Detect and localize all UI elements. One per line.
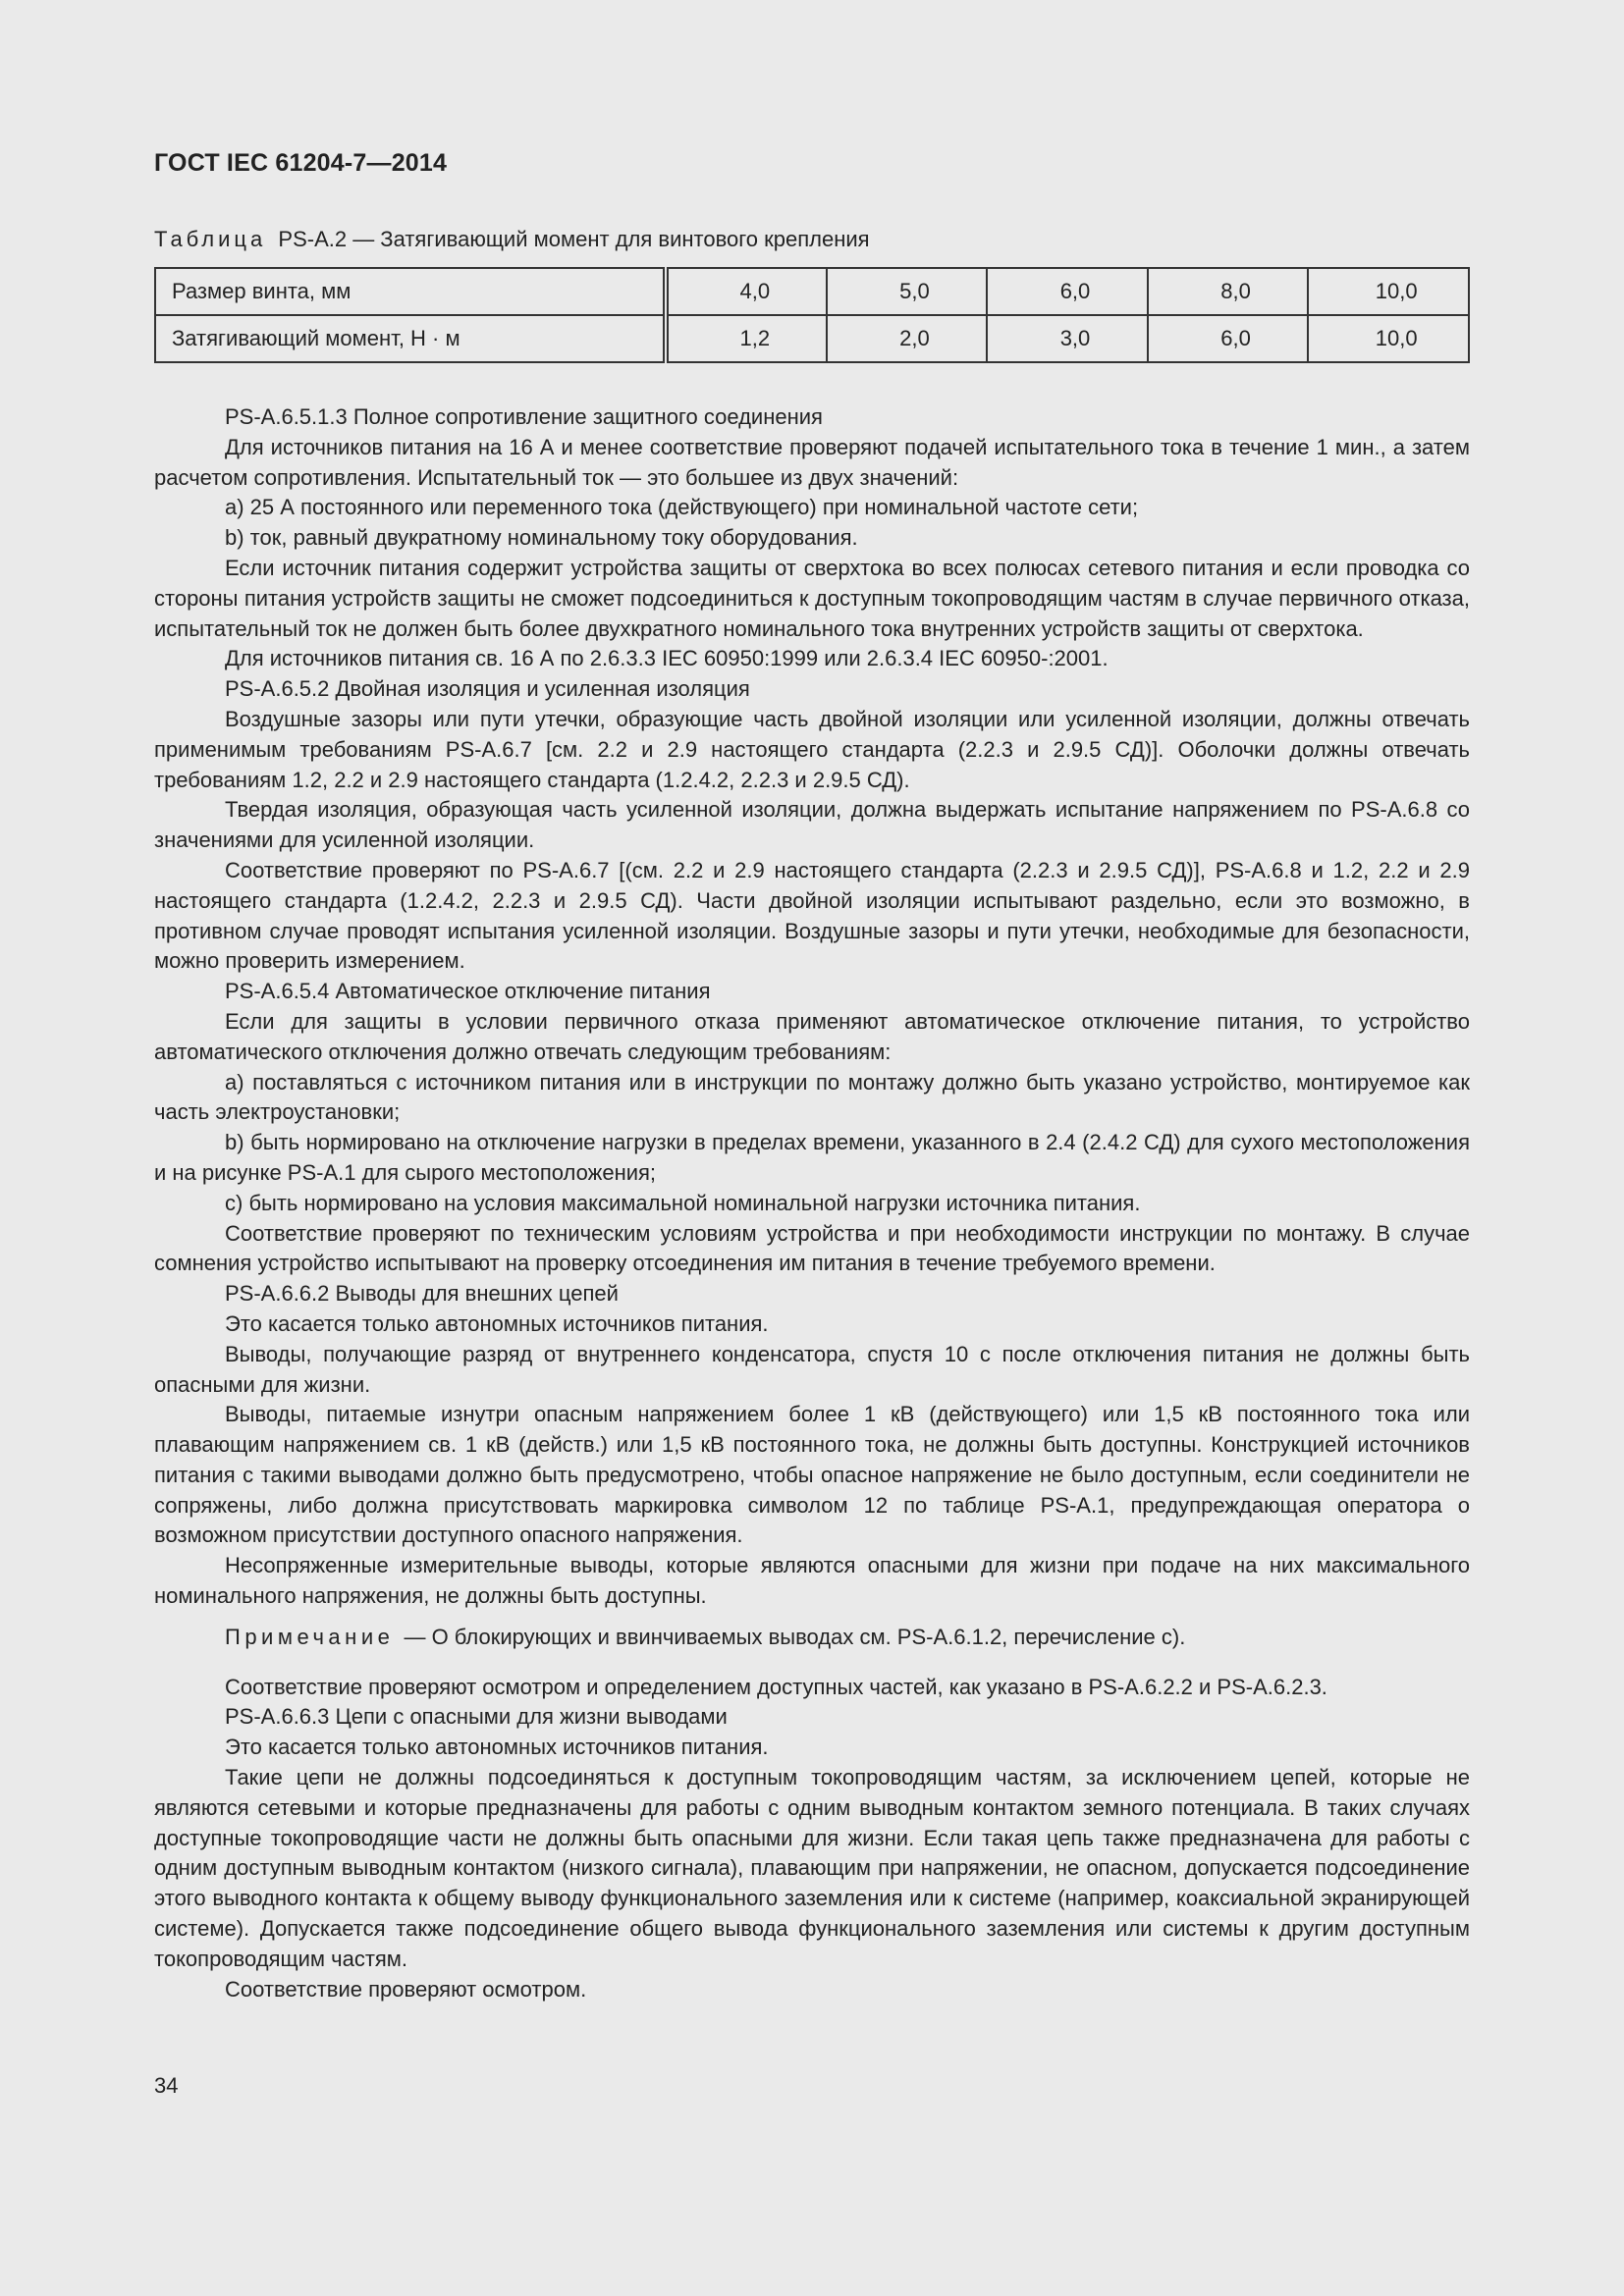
table-cell: 8,0: [1148, 268, 1309, 315]
paragraph: Выводы, получающие разряд от внутреннего конденсатора, спустя 10 с после отключения питания не должны быть опасными для жизни.: [154, 1341, 1470, 1397]
paragraph: b) быть нормировано на отключение нагрузки в пределах времени, указанного в 2.4 (2.4.2 СД) для сухого местоположения и на рисунке PS-A.1 для сырого местоположения;: [154, 1130, 1470, 1185]
paragraph: b) ток, равный двукратному номинальному току оборудования.: [225, 525, 858, 551]
table-caption: [154, 227, 870, 252]
paragraph: Соответствие проверяют по техническим условиям устройства и при необходимости инструкции по монтажу. В случае сомнения устройство испытывают на проверку отсоединения им питания в течение требуемого времени.: [154, 1220, 1470, 1276]
paragraph: Соответствие проверяют по PS-A.6.7 [(см. 2.2 и 2.9 настоящего стандарта (2.2.3 и 2.9.5 СД)], PS-A.6.8 и 1.2, 2.2 и 2.9 настоящего стандарта (1.2.4.2, 2.2.3 и 2.9.5 СД). Части двойной изоляции испытывают раздельно, если это возможно, в противном случае проводят испытания усиленной изоляции. Воздушные зазоры и пути утечки, необходимые для безопасности, можно проверить измерением.: [154, 857, 1470, 974]
paragraph: Такие цепи не должны подсоединяться к доступным токопроводящим частям, за исключением цепей, которые не являются сетевыми и которые предназначены для работы с одним выводным контактом земного потенциала. В таких случаях доступные токопроводящие части не должны быть опасными для жизни. Если такая цепь также предназначена для работы с одним доступным выводным контактом (низкого сигнала), плавающим при напряжении, не опасном, допускается подсоединение этого выводного контакта к общему выводу функционального заземления или к системе (например, коаксиальной экранирующей системе). Допускается также подсоединение общего вывода функционального заземления или системы к другим доступным токопроводящим частям.: [154, 1765, 1470, 1971]
paragraph: PS-A.6.5.4 Автоматическое отключение питания: [225, 979, 711, 1004]
paragraph: Твердая изоляция, образующая часть усиленной изоляции, должна выдержать испытание напряжением по PS-A.6.8 со значениями для усиленной изоляции.: [154, 797, 1470, 853]
paragraph: Если источник питания содержит устройства защиты от сверхтока во всех полюсах сетевого питания и если проводка со стороны питания устройств защиты не сможет подсоединиться к доступным токопроводящим частям в случае первичного отказа, испытательный ток не должен быть более двухкратного номинального тока внутренних устройств защиты от сверхтока.: [154, 555, 1470, 641]
paragraph: а) поставляться с источником питания или в инструкции по монтажу должно быть указано устройство, монтируемое как часть электроустановки;: [154, 1069, 1470, 1125]
table-row: [155, 268, 1469, 315]
table-cell: 6,0: [987, 268, 1148, 315]
paragraph: с) быть нормировано на условия максимальной номинальной нагрузки источника питания.: [225, 1190, 1141, 1215]
paragraph: PS-A.6.5.2 Двойная изоляция и усиленная изоляция: [225, 676, 750, 702]
torque-table: [154, 267, 1470, 363]
paragraph: Воздушные зазоры или пути утечки, образующие часть двойной изоляции или усиленной изоляции, должны отвечать применимым требованиям PS-A.6.7 [см. 2.2 и 2.9 настоящего стандарта (2.2.3 и 2.9.5 СД)]. Оболочки должны отвечать требованиям 1.2, 2.2 и 2.9 настоящего стандарта (1.2.4.2, 2.2.3 и 2.9.5 СД).: [154, 706, 1470, 792]
table-cell: 1,2: [666, 315, 827, 362]
table-caption-prefix: Таблица: [154, 227, 267, 251]
note: [154, 1623, 1470, 1653]
paragraph: Это касается только автономных источников питания.: [225, 1310, 769, 1336]
paragraph: Соответствие проверяют осмотром и определением доступных частей, как указано в PS-A.6.2.2 и PS-A.6.2.3.: [225, 1674, 1327, 1699]
paragraph: Соответствие проверяют осмотром.: [225, 1976, 587, 2002]
paragraph: Для источников питания на 16 А и менее соответствие проверяют подачей испытательного тока в течение 1 мин., а затем расчетом сопротивления. Испытательный ток — это большее из двух значений:: [154, 434, 1470, 490]
paragraph: Несопряженные измерительные выводы, которые являются опасными для жизни при подаче на них максимального номинального напряжения, не должны быть доступны.: [154, 1553, 1470, 1609]
paragraph: а) 25 А постоянного или переменного тока (действующего) при номинальной частоте сети;: [225, 495, 1139, 520]
table-row-label: Затягивающий момент, Н · м: [155, 315, 666, 362]
table-cell: 4,0: [666, 268, 827, 315]
table-cell: 10,0: [1308, 268, 1469, 315]
note-text: — О блокирующих и ввинчиваемых выводах см. PS-A.6.1.2, перечисление с).: [404, 1624, 1186, 1649]
paragraph: Выводы, питаемые изнутри опасным напряжением более 1 кВ (действующего) или 1,5 кВ постоянного тока или плавающим напряжением св. 1 кВ (действ.) или 1,5 кВ постоянного тока, не должны быть доступны. Конструкцией источников питания с такими выводами должно быть предусмотрено, чтобы опасное напряжение не было доступным, если соединители не сопряжены, либо должна присутствовать маркировка символом 12 по таблице PS-A.1, предупреждающая оператора о возможном присутствии доступного опасного напряжения.: [154, 1402, 1470, 1548]
table-caption-text: PS-A.2 — Затягивающий момент для винтового крепления: [278, 227, 870, 251]
table-row-label: Размер винта, мм: [155, 268, 666, 315]
paragraph: Для источников питания св. 16 А по 2.6.3.3 IEC 60950:1999 или 2.6.3.4 IEC 60950-:2001.: [225, 646, 1109, 671]
table-cell: 2,0: [827, 315, 988, 362]
table-row: [155, 315, 1469, 362]
paragraph: PS-A.6.5.1.3 Полное сопротивление защитного соединения: [225, 404, 823, 429]
body-text: [154, 402, 1470, 2004]
page-number: 34: [154, 2073, 179, 2098]
table-cell: 10,0: [1308, 315, 1469, 362]
paragraph: Если для защиты в условии первичного отказа применяют автоматическое отключение питания, то устройство автоматического отключения должно отвечать следующим требованиям:: [154, 1008, 1470, 1064]
paragraph: PS-A.6.6.2 Выводы для внешних цепей: [225, 1281, 619, 1307]
table-cell: 6,0: [1148, 315, 1309, 362]
table-cell: 5,0: [827, 268, 988, 315]
paragraph: PS-A.6.6.3 Цепи с опасными для жизни выводами: [225, 1704, 728, 1730]
paragraph: Это касается только автономных источников питания.: [225, 1735, 769, 1760]
document-header: ГОСТ IEC 61204-7—2014: [154, 149, 448, 177]
note-prefix: Примечание: [225, 1624, 395, 1649]
table-cell: 3,0: [987, 315, 1148, 362]
